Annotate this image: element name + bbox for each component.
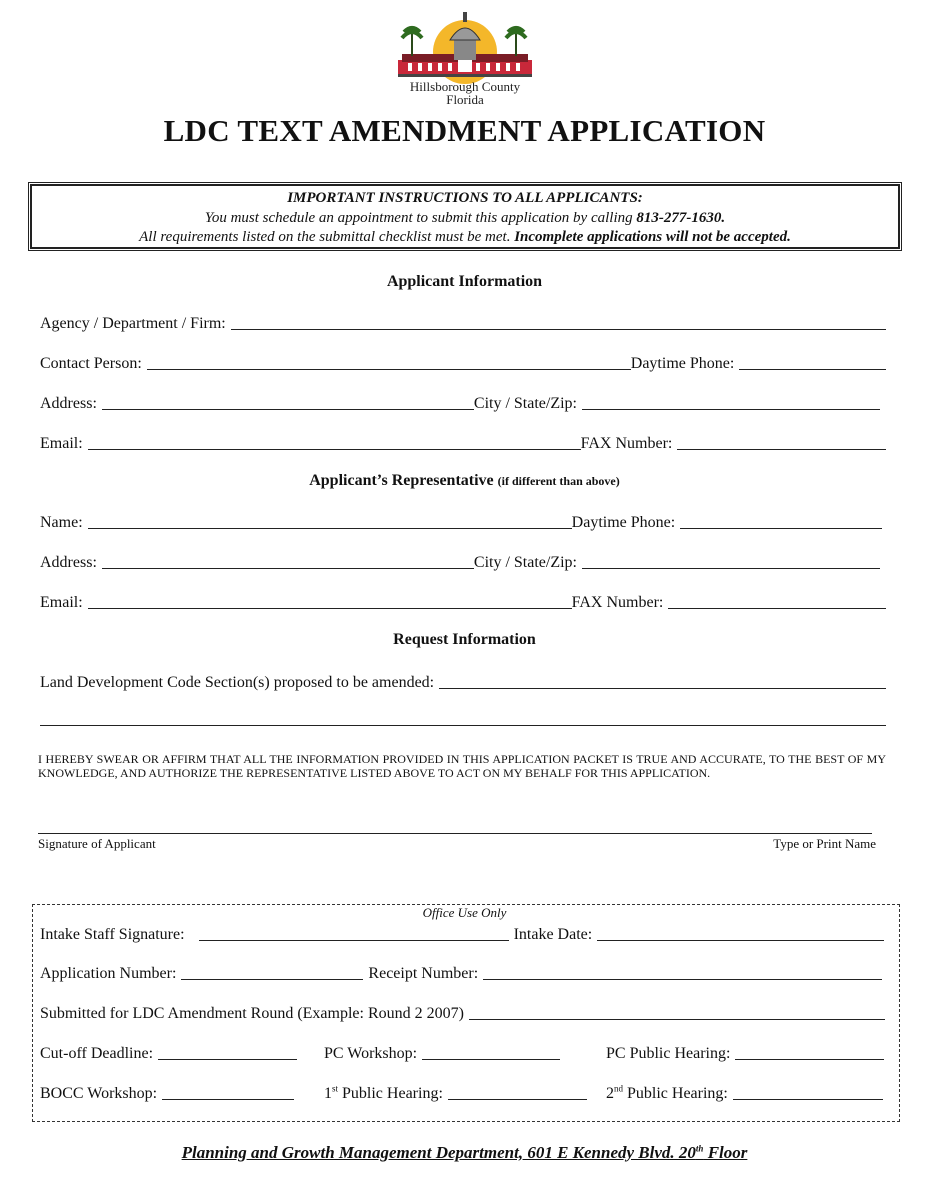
signature-label: Signature of Applicant (38, 836, 156, 851)
rep-name-label: Name: (40, 514, 83, 531)
receipt-label: Receipt Number: (368, 965, 479, 982)
pc-workshop-field[interactable] (422, 1044, 560, 1060)
logo-state: Florida (446, 92, 484, 107)
second-hearing-suffix: nd (614, 1083, 623, 1094)
fax-label: FAX Number: (580, 435, 673, 452)
cutoff-field[interactable] (158, 1044, 297, 1060)
intake-date-field[interactable] (597, 925, 884, 941)
intake-row (40, 924, 884, 944)
pc-workshop-group (324, 1044, 560, 1063)
cutoff-group (40, 1044, 297, 1063)
email-field[interactable] (88, 434, 581, 450)
footer-address (0, 1143, 929, 1163)
applicant-info-heading: Applicant Information (386, 273, 543, 290)
instructions-box (30, 184, 900, 249)
rep-email-label: Email: (40, 594, 83, 611)
ldc-section-continued-field[interactable] (40, 710, 886, 726)
city-field[interactable] (582, 394, 880, 410)
first-hearing-suffix: st (332, 1083, 339, 1094)
agency-label: Agency / Department / Firm: (40, 315, 226, 332)
agency-field[interactable] (231, 314, 886, 330)
address-label: Address: (40, 395, 97, 412)
rep-address-row (40, 552, 886, 572)
pc-hearing-label: PC Public Hearing: (606, 1045, 731, 1062)
second-hearing-label (606, 1085, 728, 1103)
instructions-line-requirements (32, 228, 898, 246)
ldc-section-field[interactable] (439, 673, 886, 689)
logo-county: Hillsborough County (409, 79, 521, 94)
signature-line[interactable] (38, 833, 872, 834)
footer-suffix: th (695, 1143, 704, 1154)
bocc-label: BOCC Workshop: (40, 1085, 158, 1102)
fax-field[interactable] (677, 434, 886, 450)
contact-phone-field[interactable] (739, 354, 886, 370)
rep-address-field[interactable] (102, 553, 474, 569)
app-number-field[interactable] (181, 964, 363, 980)
rep-name-field[interactable] (88, 513, 572, 529)
rep-city-label: City / State/Zip: (473, 554, 577, 571)
email-label: Email: (40, 435, 83, 452)
bocc-group (40, 1084, 294, 1103)
footer-text: Planning and Growth Management Department, 601 E Kennedy Blvd. 20 (181, 1143, 696, 1162)
appointment-text: You must schedule an appointment to submit this application by calling (204, 210, 637, 226)
contact-phone-label: Daytime Phone: (630, 355, 735, 372)
first-hearing-group (324, 1084, 587, 1103)
rep-city-field[interactable] (582, 553, 880, 569)
appointment-phone: 813-277-1630. (636, 210, 726, 226)
pc-hearing-group (606, 1044, 884, 1063)
email-row (40, 433, 886, 453)
pc-workshop-label: PC Workshop: (324, 1045, 418, 1062)
round-field[interactable] (469, 1004, 885, 1020)
contact-field[interactable] (147, 354, 631, 370)
representative-heading (0, 472, 929, 490)
ldc-section-continued-row (40, 709, 886, 729)
rep-fax-label: FAX Number: (571, 594, 664, 611)
receipt-field[interactable] (483, 964, 882, 980)
instructions-line-appointment (32, 209, 898, 227)
app-number-label: Application Number: (40, 965, 177, 982)
first-hearing-label (324, 1085, 443, 1103)
second-hearing-number: 2 (606, 1085, 614, 1102)
first-hearing-field[interactable] (448, 1084, 587, 1100)
representative-title: Applicant’s Representative (309, 472, 494, 489)
second-hearing-field[interactable] (733, 1084, 883, 1100)
city-label: City / State/Zip: (473, 395, 577, 412)
print-name-label: Type or Print Name (773, 836, 876, 851)
address-field[interactable] (102, 394, 474, 410)
request-heading: Request Information (393, 631, 536, 648)
first-hearing-text: Public Hearing: (338, 1085, 443, 1102)
rep-name-row (40, 512, 886, 532)
second-hearing-text: Public Hearing: (623, 1085, 728, 1102)
pc-hearing-field[interactable] (735, 1044, 884, 1060)
address-row (40, 393, 886, 413)
requirements-warning: Incomplete applications will not be accepted. (514, 229, 791, 245)
hearing-row (40, 1083, 884, 1103)
round-label: Submitted for LDC Amendment Round (Example: Round 2 2007) (40, 1005, 464, 1022)
cutoff-label: Cut-off Deadline: (40, 1045, 154, 1062)
rep-address-label: Address: (40, 554, 97, 571)
agency-row (40, 313, 886, 333)
ldc-section-row (40, 672, 886, 692)
intake-sig-field[interactable] (199, 925, 509, 941)
affirmation-text: I HEREBY SWEAR OR AFFIRM THAT ALL THE INFORMATION PROVIDED IN THIS APPLICATION PACKET IS TRUE AND ACCURATE, TO THE BEST OF MY KNOWLEDGE, AND AUTHORIZE THE REPRESENTATIVE LISTED ABOVE TO ACT ON MY BEHALF FOR THIS APPLICATION. (38, 752, 886, 780)
contact-row (40, 353, 886, 373)
round-row (40, 1003, 885, 1023)
rep-phone-label: Daytime Phone: (571, 514, 676, 531)
ldc-section-label: Land Development Code Section(s) proposed to be amended: (40, 674, 435, 691)
rep-email-field[interactable] (88, 593, 572, 609)
rep-phone-field[interactable] (680, 513, 882, 529)
instructions-heading: IMPORTANT INSTRUCTIONS TO ALL APPLICANTS: (287, 190, 643, 206)
intake-date-label: Intake Date: (513, 926, 593, 943)
app-number-row (40, 963, 882, 983)
first-hearing-number: 1 (324, 1085, 332, 1102)
rep-fax-field[interactable] (668, 593, 886, 609)
bocc-field[interactable] (162, 1084, 294, 1100)
footer-tail: Floor (703, 1143, 748, 1162)
rep-email-row (40, 592, 886, 612)
office-use-title: Office Use Only (422, 905, 507, 920)
representative-note: (if different than above) (497, 474, 620, 488)
second-hearing-group (606, 1084, 883, 1103)
deadline-row (40, 1043, 884, 1063)
page-title: LDC TEXT AMENDMENT APPLICATION (163, 113, 766, 148)
contact-label: Contact Person: (40, 355, 142, 372)
requirements-text: All requirements listed on the submittal checklist must be met. (139, 229, 515, 245)
courthouse-logo-icon (398, 10, 532, 84)
intake-sig-label: Intake Staff Signature: (40, 926, 185, 943)
logo-text (398, 80, 532, 106)
